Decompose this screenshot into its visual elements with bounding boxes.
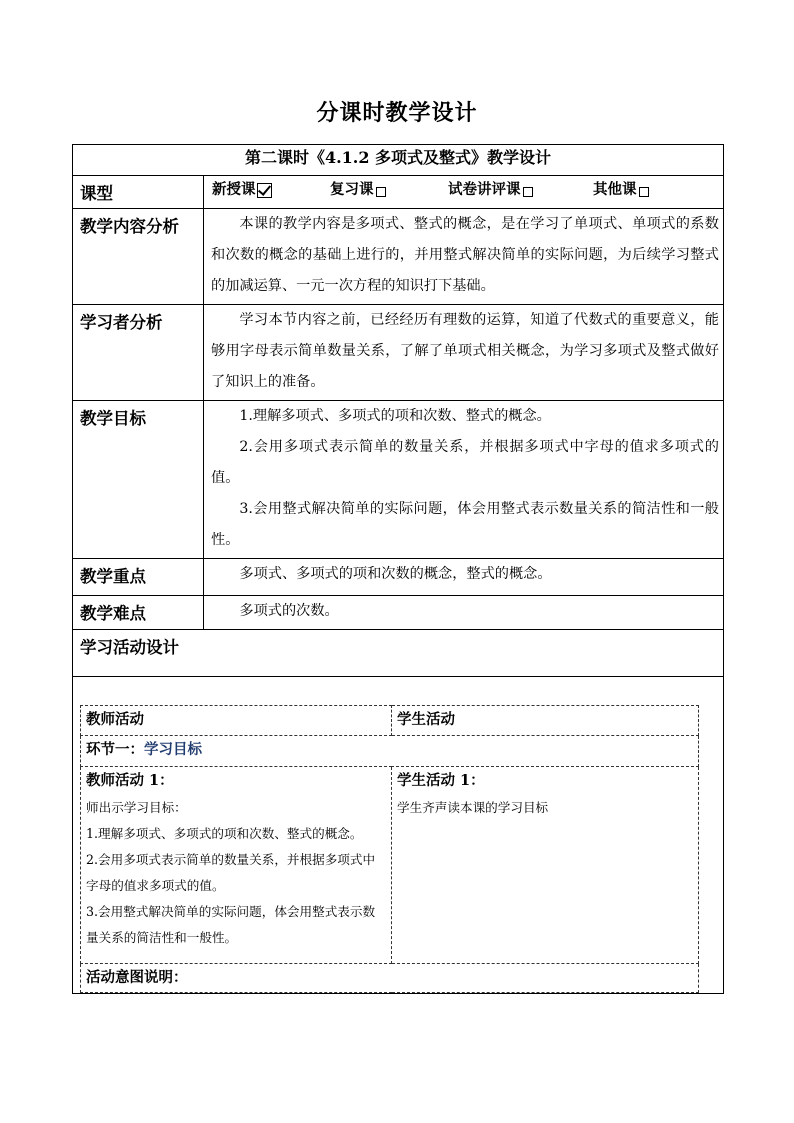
objective-item: 3.会用整式解决简单的实际问题，体会用整式表示数量关系的简洁性和一般性。 <box>211 501 719 548</box>
teacher-activity-line: 1.理解多项式、多项式的项和次数、整式的概念。 <box>86 826 363 841</box>
teacher-activity-line: 师出示学习目标： <box>86 800 187 815</box>
learner-analysis-label: 学习者分析 <box>73 305 204 401</box>
checked-box-icon[interactable] <box>257 183 272 198</box>
lesson-type-review-label: 复习课 <box>330 181 374 198</box>
stage-name: 学习目标 <box>144 741 202 758</box>
activity-header-row <box>81 706 699 736</box>
lesson-type-new[interactable] <box>212 176 330 204</box>
lesson-type-options <box>204 176 724 209</box>
lesson-type-row <box>73 176 724 209</box>
objectives-label: 教学目标 <box>73 401 204 559</box>
objectives-row <box>73 401 724 559</box>
student-activity-header: 学生活动 <box>392 706 699 736</box>
empty-box-icon[interactable] <box>376 187 386 197</box>
teacher-activity-line: 3.会用整式解决简单的实际问题，体会用整式表示数量关系的简洁性和一般性。 <box>86 904 376 945</box>
stage-prefix: 环节一： <box>86 741 144 758</box>
empty-box-icon[interactable] <box>523 187 533 197</box>
lesson-subtitle: 第二课时《4.1.2 多项式及整式》教学设计 <box>73 145 724 176</box>
lesson-design-table <box>72 144 724 994</box>
activity-design-label: 学习活动设计 <box>73 630 724 677</box>
objective-item: 1.理解多项式、多项式的项和次数、整式的概念。 <box>239 408 551 424</box>
activity-table-cell <box>73 677 724 994</box>
lesson-type-other-label: 其他课 <box>593 181 637 198</box>
activity-table <box>80 705 699 993</box>
activity-detail-row <box>81 767 699 964</box>
key-points-row <box>73 559 724 596</box>
empty-box-icon[interactable] <box>639 187 649 197</box>
key-points-label: 教学重点 <box>73 559 204 596</box>
subtitle-row <box>73 145 724 176</box>
content-analysis-label: 教学内容分析 <box>73 209 204 305</box>
learner-analysis-text: 学习本节内容之前，已经经历有理数的运算，知道了代数式的重要意义，能够用字母表示简单数量关系，了解了单项式相关概念，为学习多项式及整式做好了知识上的准备。 <box>204 305 724 401</box>
lesson-type-new-label: 新授课 <box>212 181 256 198</box>
difficulties-row <box>73 596 724 630</box>
objectives-list <box>204 401 724 559</box>
stage-title <box>81 736 699 767</box>
content-analysis-row <box>73 209 724 305</box>
lesson-type-exam-label: 试卷讲评课 <box>448 181 521 198</box>
intent-row <box>81 964 699 993</box>
teacher-activity-cell <box>81 767 392 964</box>
student-activity-cell <box>392 767 699 964</box>
teacher-activity-line: 2.会用多项式表示简单的数量关系，并根据多项式中字母的值求多项式的值。 <box>86 852 376 893</box>
lesson-type-exam[interactable] <box>448 176 593 204</box>
activity-table-row <box>73 677 724 994</box>
activity-design-row <box>73 630 724 677</box>
stage-row <box>81 736 699 767</box>
teacher-activity-title: 教师活动 1： <box>86 772 174 789</box>
lesson-type-review[interactable] <box>330 176 448 204</box>
objective-item: 2.会用多项式表示简单的数量关系，并根据多项式中字母的值求多项式的值。 <box>211 439 719 486</box>
student-activity-text: 学生齐声读本课的学习目标 <box>397 800 549 815</box>
activity-intent-label: 活动意图说明： <box>81 964 699 993</box>
difficulties-label: 教学难点 <box>73 596 204 630</box>
difficulties-text: 多项式的次数。 <box>204 596 724 630</box>
student-activity-title: 学生活动 1： <box>397 772 485 789</box>
page-title: 分课时教学设计 <box>316 100 478 126</box>
lesson-type-other[interactable] <box>593 176 649 204</box>
key-points-text: 多项式、多项式的项和次数的概念，整式的概念。 <box>204 559 724 596</box>
content-analysis-text: 本课的教学内容是多项式、整式的概念，是在学习了单项式、单项式的系数和次数的概念的基础上进行的，并用整式解决简单的实际问题，为后续学习整式的加减运算、一元一次方程的知识打下基础。 <box>204 209 724 305</box>
lesson-type-label: 课型 <box>73 176 204 209</box>
teacher-activity-header: 教师活动 <box>81 706 392 736</box>
learner-analysis-row <box>73 305 724 401</box>
